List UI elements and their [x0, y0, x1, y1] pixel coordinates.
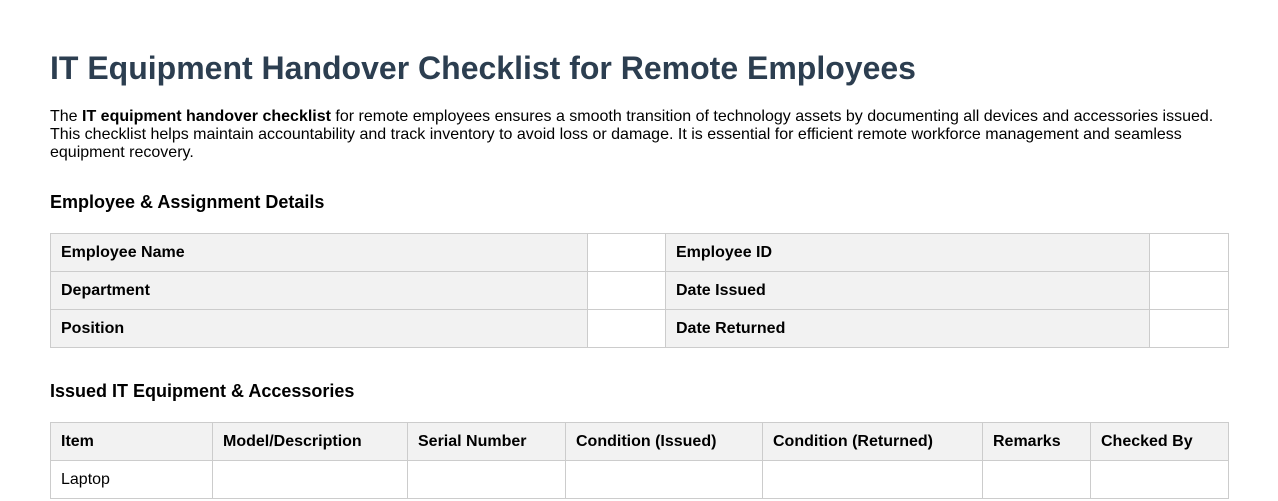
- table-header-row: [51, 423, 1229, 461]
- employee-name-field[interactable]: [588, 234, 666, 272]
- employee-name-label: Employee Name: [51, 234, 588, 272]
- intro-prefix: The: [50, 108, 83, 125]
- date-issued-field[interactable]: [1150, 272, 1229, 310]
- cell-item: Laptop: [51, 461, 213, 499]
- employee-id-field[interactable]: [1150, 234, 1229, 272]
- department-label: Department: [51, 272, 588, 310]
- table-row: [51, 234, 1229, 272]
- employee-details-table: [50, 233, 1229, 348]
- cell-condition-returned[interactable]: [763, 461, 983, 499]
- column-header-remarks: Remarks: [983, 423, 1091, 461]
- column-header-serial: Serial Number: [408, 423, 566, 461]
- cell-condition-issued[interactable]: [566, 461, 763, 499]
- equipment-section-heading: Issued IT Equipment & Accessories: [50, 381, 355, 401]
- intro-rest: for remote employees ensures a smooth transition of technology assets by documenting all devices and accessories issued. This checklist helps maintain accountability and track inventory to avoid loss or damage. It is essential for efficient remote workforce management and seamless equipment recovery.: [50, 108, 1214, 161]
- cell-checked-by[interactable]: [1091, 461, 1229, 499]
- employee-id-label: Employee ID: [666, 234, 1150, 272]
- table-row: [51, 310, 1229, 348]
- date-returned-field[interactable]: [1150, 310, 1229, 348]
- position-label: Position: [51, 310, 588, 348]
- table-row: [51, 461, 1229, 499]
- cell-model[interactable]: [213, 461, 408, 499]
- column-header-condition-issued: Condition (Issued): [566, 423, 763, 461]
- column-header-condition-returned: Condition (Returned): [763, 423, 983, 461]
- intro-bold-phrase: IT equipment handover checklist: [82, 108, 331, 125]
- cell-serial[interactable]: [408, 461, 566, 499]
- column-header-item: Item: [51, 423, 213, 461]
- cell-remarks[interactable]: [983, 461, 1091, 499]
- department-field[interactable]: [588, 272, 666, 310]
- intro-paragraph: [50, 108, 1228, 162]
- column-header-model: Model/Description: [213, 423, 408, 461]
- date-issued-label: Date Issued: [666, 272, 1150, 310]
- position-field[interactable]: [588, 310, 666, 348]
- page-title: IT Equipment Handover Checklist for Remote Employees: [50, 50, 916, 86]
- column-header-checked-by: Checked By: [1091, 423, 1229, 461]
- date-returned-label: Date Returned: [666, 310, 1150, 348]
- table-row: [51, 272, 1229, 310]
- equipment-table: [50, 422, 1229, 499]
- employee-section-heading: Employee & Assignment Details: [50, 192, 325, 212]
